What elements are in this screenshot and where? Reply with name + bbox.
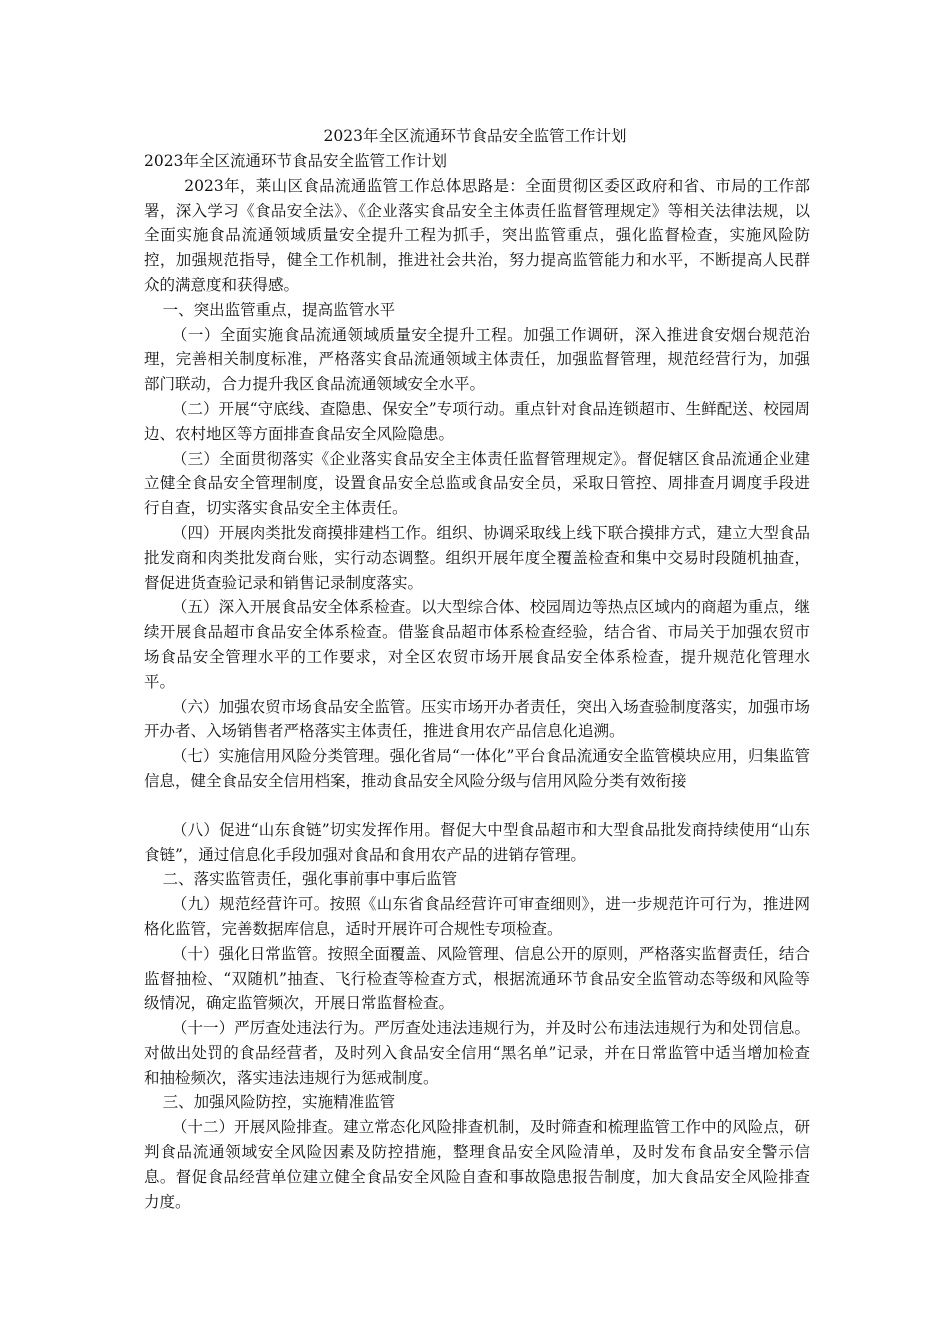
document-body — [144, 149, 810, 1214]
section-item: （二）开展“守底线、查隐患、保安全”专项行动。重点针对食品连锁超市、生鲜配送、校园周边、农村地区等方面排查食品安全风险隐患。 — [144, 399, 810, 443]
intro-paragraph: 2023年，莱山区食品流通监管工作总体思路是：全面贯彻区委区政府和省、市局的工作部署，深入学习《食品安全法》、《企业落实食品安全主体责任监督管理规定》等相关法律法规，以全面实施食品流通领域质量安全提升工程为抓手，突出监管重点，强化监督检查，实施风险防控，加强规范指导，健全工作机制，推进社会共治，努力提高监管能力和水平，不断提高人民群众的满意度和获得感。 — [144, 176, 810, 294]
section-item: （五）深入开展食品安全体系检查。以大型综合体、校园周边等热点区域内的商超为重点，继续开展食品超市食品安全体系检查。借鉴食品超市体系检查经验，结合省、市局关于加强农贸市场食品安全管理水平的工作要求，对全区农贸市场开展食品安全体系检查，提升规范化管理水平。 — [144, 598, 810, 691]
section-item: （十二）开展风险排查。建立常态化风险排查机制，及时筛查和梳理监管工作中的风险点，研判食品流通领域安全风险因素及防控措施，整理食品安全风险清单，及时发布食品安全警示信息。督促食品经营单位建立健全食品安全风险自查和事故隐患报告制度，加大食品安全风险排查力度。 — [144, 1118, 810, 1211]
section-item: （七）实施信用风险分类管理。强化省局“一体化”平台食品流通安全监管模块应用，归集监管信息，健全食品安全信用档案，推动食品安全风险分级与信用风险分类有效衔接 — [144, 747, 810, 790]
section-item: （三）全面贯彻落实《企业落实食品安全主体责任监督管理规定》。督促辖区食品流通企业建立健全食品安全管理制度，设置食品安全总监或食品安全员，采取日管控、周排查月调度手段进行自查，切实落实食品安全主体责任。 — [144, 449, 810, 518]
section-item: （六）加强农贸市场食品安全监管。压实市场开办者责任，突出入场查验制度落实，加强市场开办者、入场销售者严格落实主体责任，推进食用农产品信息化追溯。 — [144, 697, 810, 741]
document-subtitle: 2023年全区流通环节食品安全监管工作计划 — [144, 152, 447, 170]
section-heading: 三、加强风险防控，实施精准监管 — [162, 1093, 396, 1112]
section-item: （四）开展肉类批发商摸排建档工作。组织、协调采取线上线下联合摸排方式，建立大型食品批发商和肉类批发商台账，实行动态调整。组织开展年度全覆盖检查和集中交易时段随机抽查，督促进货查验记录和销售记录制度落实。 — [144, 523, 810, 592]
document-title: 2023年全区流通环节食品安全监管工作计划 — [323, 127, 627, 145]
section-heading: 一、突出监管重点，提高监管水平 — [162, 300, 396, 319]
section-heading: 二、落实监管责任，强化事前事中事后监管 — [162, 870, 458, 889]
section-item: （十一）严厉查处违法行为。严厉查处违法违规行为，并及时公布违法违规行为和处罚信息。对做出处罚的食品经营者，及时列入食品安全信用“黑名单”记录，并在日常监管中适当增加检查和抽检频次，落实违法违规行为惩戒制度。 — [144, 1019, 810, 1087]
section-item: （八）促进“山东食链”切实发挥作用。督促大中型食品超市和大型食品批发商持续使用“山东食链”，通过信息化手段加强对食品和食用农产品的进销存管理。 — [144, 820, 810, 864]
section-item: （十）强化日常监管。按照全面覆盖、风险管理、信息公开的原则，严格落实监督责任，结合监督抽检、“双随机”抽查、飞行检查等检查方式，根据流通环节食品安全监管动态等级和风险等级情况，确定监管频次，开展日常监督检查。 — [144, 944, 810, 1013]
section-item: （九）规范经营许可。按照《山东省食品经营许可审查细则》，进一步规范许可行为，推进网格化监管，完善数据库信息，适时开展许可合规性专项检查。 — [144, 895, 810, 938]
section-item: （一）全面实施食品流通领域质量安全提升工程。加强工作调研，深入推进食安烟台规范治理，完善相关制度标准，严格落实食品流通领域主体责任，加强监督管理，规范经营行为，加强部门联动，合力提升我区食品流通领域安全水平。 — [144, 325, 810, 394]
